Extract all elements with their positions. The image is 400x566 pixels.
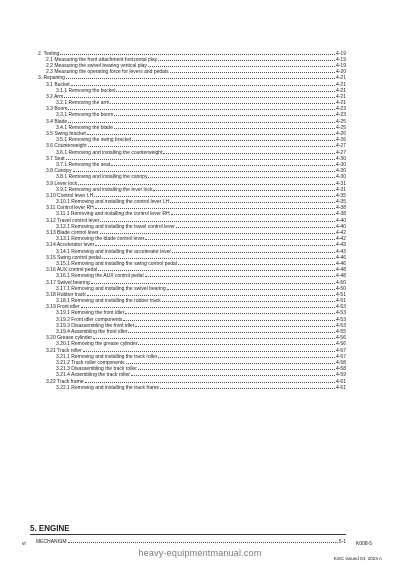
dot-leader <box>163 149 335 154</box>
toc-entry-label: 3.21.1 Removing and installing the track roller <box>56 353 158 360</box>
dot-leader <box>66 75 335 80</box>
toc-entry-label: 3.19.3 Disassembling the front idler <box>56 322 135 329</box>
dot-leader <box>132 137 335 142</box>
dot-leader <box>111 161 335 166</box>
toc-page-number: 4-53 <box>335 322 346 329</box>
dot-leader <box>145 273 335 278</box>
toc-entry-label: 3.20.1 Removing the grease cylinder <box>56 341 138 347</box>
dot-leader <box>94 192 335 197</box>
page-number-footer: vi <box>22 541 26 547</box>
toc-page-number: 4-38 <box>335 211 346 218</box>
toc-entry-label: 3.1 Bucket <box>46 81 70 88</box>
toc-page-number: 4-35 <box>335 192 346 199</box>
toc-page-number: 4-42 <box>335 236 346 242</box>
toc-entry-label: 3.7 Seat <box>46 155 65 162</box>
dot-leader <box>123 316 335 321</box>
toc-entry-label: 3.21 Track roller <box>46 347 82 354</box>
toc-page-number: 4-43 <box>335 242 346 248</box>
toc-page-number: 4-50 <box>335 285 346 292</box>
toc-entry-label: 3.15.1 Removing and installing the swing control pedal <box>56 260 177 267</box>
dot-leader <box>100 217 335 222</box>
dot-leader <box>60 50 335 55</box>
dot-leader <box>116 87 335 92</box>
toc-entry-label: 3.3.1 Removing the boom <box>56 112 114 119</box>
toc-entry-label: 3.17 Swivel bearing <box>46 279 90 286</box>
toc-page-number: 4-26 <box>335 131 346 137</box>
toc-page-number: 4-50 <box>335 279 346 286</box>
toc-entry-label: 3.13.1 Removing the blade control lever <box>56 236 145 242</box>
toc-entry-label: MECHANISM <box>36 538 67 545</box>
toc-page-number: 4-30 <box>335 174 346 180</box>
toc-entry[interactable] <box>30 384 346 390</box>
toc-entry-label: 3.21.4 Assembling the track roller <box>56 372 130 378</box>
chapter-heading: 5. ENGINE <box>30 524 70 533</box>
toc-entry-label: 3.14 Accelerator lever <box>46 242 95 248</box>
toc-page-number: 4-58 <box>335 359 346 366</box>
toc-page-number: 4-57 <box>335 353 346 360</box>
toc-page-number: 4-56 <box>335 341 346 347</box>
toc-entry-label: 3.14.1 Removing and installing the accelerator lever <box>56 248 172 255</box>
dot-leader <box>131 372 335 377</box>
toc-page-number: 4-38 <box>335 205 346 211</box>
toc-page-number: 4-53 <box>335 310 346 317</box>
toc-entry-label: 3.18.1 Removing and installing the rubber track <box>56 298 161 304</box>
dot-leader <box>98 267 335 272</box>
toc-page-number: 4-46 <box>335 260 346 267</box>
toc-page-number: 4-19 <box>335 62 346 69</box>
toc-entry-label: 3.10 Control lever LH <box>46 192 94 199</box>
toc-page-number: 4-56 <box>335 335 346 341</box>
toc-entry-label: 2.1 Measuring the front attachment horizontal play <box>46 56 158 63</box>
toc-page-number: 4-19 <box>335 56 346 63</box>
toc-page-number: 4-48 <box>335 267 346 273</box>
dot-leader <box>125 310 335 315</box>
toc-entry-label: 3.9 Lever lock <box>46 180 78 187</box>
toc-entry-label: 3.22 Track frame <box>46 378 84 385</box>
toc-entry-label: 2. Testing <box>38 50 60 57</box>
dot-leader <box>102 254 335 259</box>
toc-page-number: 4-42 <box>335 230 346 236</box>
toc-page-number: 4-59 <box>335 372 346 378</box>
toc-page-number: 4-40 <box>335 217 346 224</box>
toc-page-number: 4-31 <box>335 180 346 187</box>
toc-entry-label: 3.19 Front idler <box>46 304 80 310</box>
dot-leader <box>78 180 335 185</box>
dot-leader <box>138 366 335 371</box>
toc-entry-label: 3.7.1 Removing the seat <box>56 161 111 168</box>
toc-page-number: 4-61 <box>335 384 346 391</box>
toc-page-number: 4-25 <box>335 124 346 131</box>
toc-entry-label: 3.21.2 Track roller components <box>56 359 125 366</box>
toc-entry-label: 3. Repairing <box>38 75 65 81</box>
toc-entry-label: 3.22.1 Removing and installing the track frame <box>56 384 160 391</box>
dot-leader <box>64 93 335 98</box>
chapter-divider <box>30 534 346 535</box>
toc-entry-label: 3.8.1 Removing and installing the canopy <box>56 174 148 180</box>
dot-leader <box>178 260 335 265</box>
dot-leader <box>114 112 335 117</box>
dot-leader <box>170 69 335 74</box>
dot-leader <box>135 322 335 327</box>
toc-page-number: 4-27 <box>335 143 346 149</box>
toc-page-number: 4-19 <box>335 50 346 57</box>
toc-page-number: 4-23 <box>335 112 346 119</box>
toc-entry-label: 3.11.1 Removing and installing the control lever RH <box>56 211 170 218</box>
dot-leader <box>73 168 335 173</box>
dot-leader <box>88 143 335 148</box>
dot-leader <box>110 100 335 105</box>
dot-leader <box>153 186 335 191</box>
toc-page-number: 4-20 <box>335 69 346 75</box>
dot-leader <box>83 347 335 352</box>
toc-entry-label: 2.3 Measuring the operating force for levers and pedals <box>46 69 169 75</box>
dot-leader <box>81 304 335 309</box>
toc-page-number: 4-61 <box>335 378 346 385</box>
toc-page-number: 4-26 <box>335 137 346 143</box>
dot-leader <box>162 298 335 303</box>
toc-page-number: 4-46 <box>335 254 346 261</box>
toc-page-number: 5-1 <box>338 538 346 545</box>
toc-entry-label: 3.2 Arm <box>46 93 64 100</box>
toc-page-number: 4-51 <box>335 291 346 298</box>
toc-page-number: 4-23 <box>335 106 346 112</box>
toc-entry-label: 3.9.1 Removing and installing the lever lock <box>56 186 153 193</box>
toc-page-number: 4-53 <box>335 316 346 323</box>
toc-entry-label: 3.4 Blade <box>46 118 68 125</box>
toc-page-number: 4-55 <box>335 329 346 335</box>
toc-page-number: 4-21 <box>335 100 346 106</box>
dot-leader <box>170 199 335 204</box>
toc-entry-label: 3.16.1 Removing the AUX control pedal <box>56 273 144 279</box>
dot-leader <box>68 106 335 111</box>
toc-page-number: 4-51 <box>335 298 346 304</box>
toc-entry-label: 3.3 Boom <box>46 106 68 112</box>
toc-entry-label: 3.12.1 Removing and installing the travel control lever <box>56 223 175 230</box>
dot-leader <box>85 378 335 383</box>
dot-leader <box>171 211 335 216</box>
dot-leader <box>145 236 335 241</box>
toc-entry-label: 3.6 Counterweight <box>46 143 87 149</box>
toc-page-number: 4-31 <box>335 186 346 193</box>
dot-leader <box>160 384 335 389</box>
dot-leader <box>176 223 335 228</box>
dot-leader <box>126 359 335 364</box>
toc-entry-label: 3.6.1 Removing and installing the counterweight <box>56 149 163 156</box>
document-code: K008-5 <box>355 541 372 547</box>
toc-entry-label: 2.2 Measuring the swivel bearing vertical play <box>46 62 147 69</box>
toc-entry-label: 3.10.1 Removing and installing the control lever LH <box>56 199 170 205</box>
toc-entry-label: 3.1.1 Removing the bucket <box>56 87 116 94</box>
toc-page-number: 4-30 <box>335 168 346 174</box>
dot-leader <box>100 229 335 234</box>
toc-entry-label: 3.12 Travel control lever <box>46 217 100 224</box>
toc-entry-label: 3.18 Rubber track <box>46 291 86 298</box>
toc-entry-label: 3.13 Blade control lever <box>46 230 99 236</box>
dot-leader <box>148 62 335 67</box>
table-of-contents <box>30 50 346 390</box>
toc-page-number: 4-30 <box>335 161 346 168</box>
dot-leader <box>172 248 335 253</box>
dot-leader <box>87 291 335 296</box>
toc-entry-label: 3.19.2 Front idler components <box>56 316 123 323</box>
mechanism-entry[interactable] <box>30 538 346 544</box>
dot-leader <box>138 341 335 346</box>
toc-entry-label: 3.5.1 Removing the swing bracket <box>56 137 132 143</box>
dot-leader <box>71 81 335 86</box>
toc-entry-label: 3.15 Swing control pedal <box>46 254 101 261</box>
dot-leader <box>93 335 335 340</box>
toc-entry-label: 3.21.3 Disassembling the track roller <box>56 366 137 372</box>
dot-leader <box>68 118 335 123</box>
toc-entry-label: 3.11 Control lever RH <box>46 205 94 211</box>
toc-page-number: 4-21 <box>335 81 346 88</box>
toc-page-number: 4-21 <box>335 93 346 100</box>
toc-page-number: 4-48 <box>335 273 346 279</box>
toc-entry-label: 3.8 Canopy <box>46 168 72 174</box>
toc-entry-label: 3.17.1 Removing and installing the swivel bearing <box>56 285 166 292</box>
toc-entry-label: 3.2.1 Removing the arm <box>56 100 110 106</box>
toc-page-number: 4-57 <box>335 347 346 354</box>
toc-page-number: 4-58 <box>335 366 346 372</box>
dot-leader <box>68 538 338 543</box>
toc-page-number: 4-40 <box>335 223 346 230</box>
dot-leader <box>158 353 335 358</box>
toc-page-number: 4-27 <box>335 149 346 156</box>
dot-leader <box>128 328 335 333</box>
toc-entry-label: 3.19.4 Assembling the front idler <box>56 329 128 335</box>
dot-leader <box>95 205 335 210</box>
toc-page-number: 4-21 <box>335 87 346 94</box>
toc-entry-label: 3.16 AUX control pedal <box>46 267 98 273</box>
dot-leader <box>66 155 335 160</box>
dot-leader <box>158 56 335 61</box>
watermark: heavy-equipmentmanual.com <box>138 548 262 558</box>
toc-entry-label: 3.5 Swing bracket <box>46 131 86 137</box>
toc-page-number: 4-43 <box>335 248 346 255</box>
toc-page-number: 4-21 <box>335 75 346 81</box>
toc-entry-label: 3.20 Grease cylinder <box>46 335 93 341</box>
dot-leader <box>148 174 335 179</box>
toc-page-number: 4-35 <box>335 199 346 205</box>
toc-page-number: 4-25 <box>335 118 346 125</box>
dot-leader <box>167 285 335 290</box>
dot-leader <box>95 242 335 247</box>
dot-leader <box>91 279 335 284</box>
dot-leader <box>114 124 335 129</box>
toc-page-number: 4-53 <box>335 304 346 310</box>
toc-page-number: 4-30 <box>335 155 346 162</box>
toc-entry-label: 3.4.1 Removing the blade <box>56 124 113 131</box>
toc-entry-label: 3.19.1 Removing the front idler <box>56 310 125 317</box>
dot-leader <box>87 130 335 135</box>
issue-note: KiSC issued 04, 2023 A <box>333 556 382 561</box>
